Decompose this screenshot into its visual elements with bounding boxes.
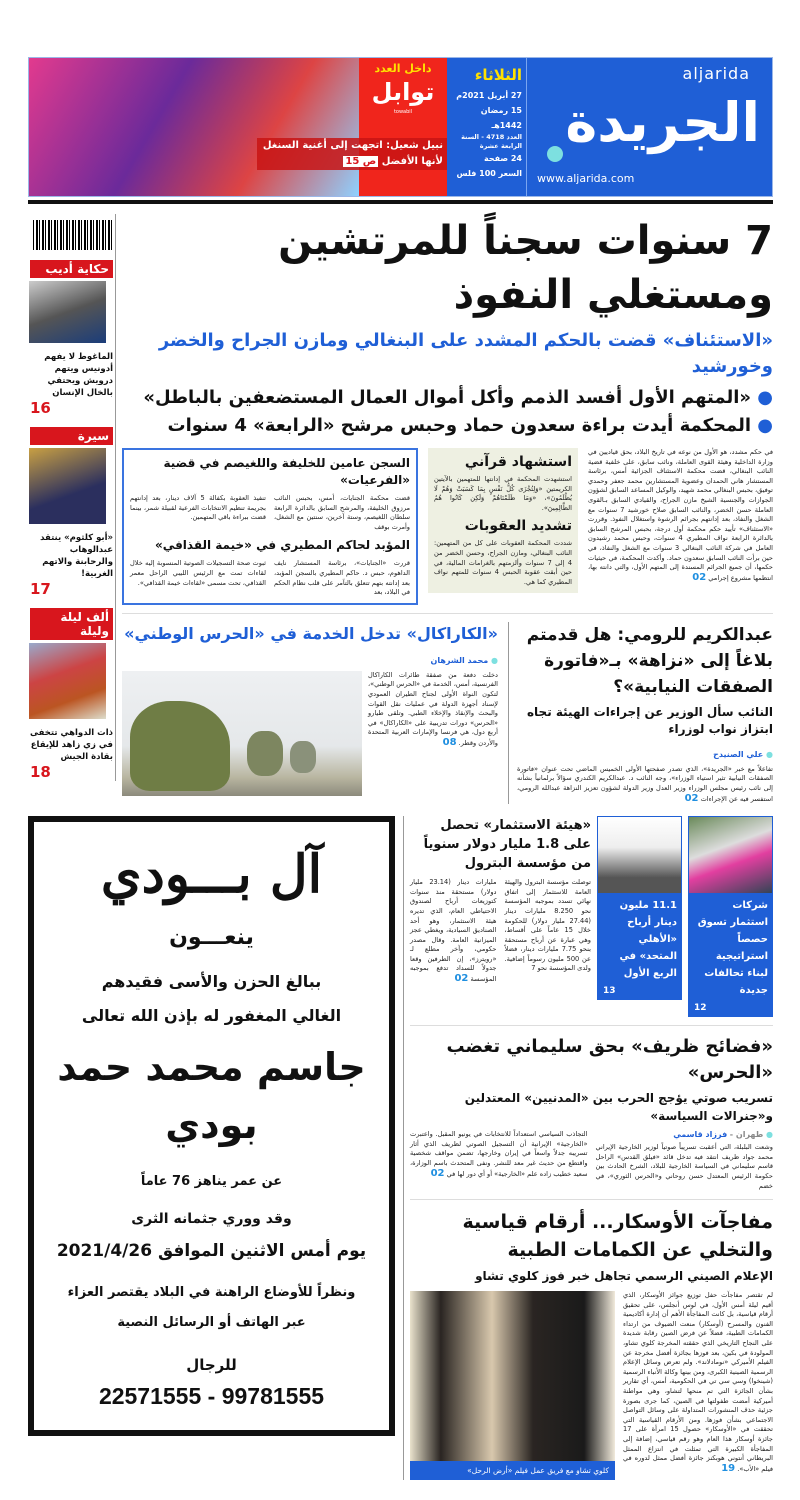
masthead-brand	[527, 58, 772, 196]
penalties-body: شددت المحكمة العقوبات على كل من المتهمين: النائب البنغالي، ومازن الجراح، وحسن الخضر من 4 إلى 7 سنوات وألزمتهم بالغرامات المالية، في حين أبقت عقوبة الحبس 4 سنوات للمتهم نواف المطيري كما هي.	[434, 539, 573, 586]
row-divider	[122, 613, 773, 614]
court-box	[122, 448, 418, 605]
court-story-1-title[interactable]: السجن عامين للخليفة واللغيصم في قضية «الفرعيات»	[163, 456, 410, 487]
date-gregorian: 27 أبريل 2021م	[456, 91, 522, 100]
romi-subtitle: النائب سأل الوزير عن إجراءات الهيئة تجاه ابتزاز نواب لوزراء	[526, 704, 773, 736]
feature-photo	[29, 643, 106, 719]
court-story-1-body-b: تنفيذ العقوبة بكفالة 5 آلاف دينار، بعد إدانتهم بجريمة تنظيم الانتخابات الفرعية لقبيلة شمر، بينما قضت ببراءة باقي المتهمين.	[130, 494, 266, 522]
logo-en: aljarida	[682, 64, 750, 83]
day: الثلاثاء	[474, 66, 522, 84]
romi-author	[517, 742, 773, 761]
feature-tag: ألف ليلة وليلة	[30, 608, 113, 640]
obituary-verb: ينعـــون	[169, 925, 254, 951]
kia-page[interactable]: 02	[454, 973, 469, 985]
obituary-line2: الغالي المغفور له بإذن الله تعالى	[81, 1006, 342, 1026]
promo-text[interactable]	[257, 138, 447, 170]
main-headline[interactable]: 7 سنوات سجناً للمرتشين ومستغلي النفوذ	[278, 218, 773, 318]
obituary-burial: وقد ووري جثمانه الثرى	[131, 1211, 292, 1228]
court-story-2-body-b: ثبوت صحة التسجيلات الصوتية المنسوبة إليه خلال لقاءات تمت مع الرئيس الليبي الراحل معمر القذافي، تحت مسمى «لقاءات خيمة القذافي».	[130, 559, 266, 587]
obituary-men: للرجال	[186, 1356, 237, 1375]
page-ref[interactable]: 02	[692, 571, 707, 583]
masthead-rule	[28, 200, 773, 204]
obituary-note1: ونظراً للأوضاع الراهنة في البلاد يقتصر العزاء	[67, 1285, 356, 1301]
feature-photo	[29, 448, 106, 524]
bullet-icon: ●	[751, 387, 773, 408]
date-panel	[447, 58, 527, 196]
row-divider	[410, 1025, 773, 1026]
kia-title[interactable]: «هيئة الاستثمار» تحصل على 1.8 مليار دولار سنوياً من مؤسسة البترول	[423, 818, 591, 872]
helicopter-shape	[247, 731, 283, 776]
teaser-photo	[598, 817, 681, 893]
main-section	[122, 214, 773, 804]
zarif-author	[596, 1130, 774, 1139]
quran-title: استشهاد قرآني	[464, 454, 572, 470]
caracal-author	[122, 648, 498, 667]
court-story-2-body-a: قررت «الجنايات»، برئاسة المستشار نايف الداهوم، حبس د. حاكم المطيري بالسجن المؤبد، بعد إدانته بتهم تتعلق بالتآمر على قلب نظام الحكم في البلاد، بعد	[274, 559, 410, 597]
oscar-caption: كلوي تشاو مع فريق عمل فيلم «أرض الرحل»	[410, 1461, 615, 1480]
row-divider	[410, 1199, 773, 1200]
pages: 24 صفحة	[483, 154, 522, 163]
sidebar-feature-2[interactable]	[30, 427, 113, 598]
romi-body	[517, 765, 773, 804]
caracal-article	[122, 622, 498, 796]
bullet-text: «المتهم الأول أفسد الذمم وأكل أموال العمال المستضعفين بالباطل»	[143, 387, 752, 408]
obituary-ad	[28, 816, 395, 1436]
promo-box[interactable]	[29, 58, 447, 196]
author-name: ● علي الصنيدح	[713, 750, 773, 759]
feature-page: 17	[30, 580, 51, 598]
issue: العدد 4718 - السنة الرابعة عشرة	[461, 133, 522, 150]
teaser-title: شركات استثمار تسوق حصصاً استراتيجية لبناء تحالفات جديدة	[697, 900, 768, 997]
zarif-body-b-wrap	[410, 1130, 588, 1179]
promo-headline: نبيل شعيل: اتجهت إلى أغنية السنغل لأنها الأفضل	[262, 140, 443, 167]
masthead	[28, 57, 773, 197]
barcode	[33, 220, 113, 250]
quran-box	[428, 448, 578, 593]
caracal-text: دخلت دفعة من صفقة طائرات الكاراكال الفرنسية، أمس، الخدمة في «الحرس الوطني»، لتكون النواة الأولى لجناح الطيران العمودي لإسناد أجهزة الدولة في عمليات نقل القوات والبحث والإنقاذ والإخلاء الطبي. وتلقى طيارو «الحرس» دورات تدريبية على «الكاراكال» في أربع دول، هي فرنسا والإمارات العربية المتحدة والأردن وقطر.	[368, 670, 498, 747]
court-story-1-body-a: قضت محكمة الجنايات، أمس، بحبس النائب مرزوق الخليفة، والمرشح السابق بالدائرة الرابعة سلطان اللغيصم، وستة آخرين، سنتين مع الشغل، وأمرت بوقف	[274, 494, 410, 531]
author-name: فرزاد قاسمي	[673, 1130, 728, 1140]
zarif-body-a: وشعت البلبلة، التي أعقبت تسريباً صوتياً لوزير الخارجية الإيراني محمد جواد ظريف انتقد فيه تدخل قائد «فيلق القدس» الراحل قاسم سليماني في السياسة الخارجية للبلاد، الشرخ الحادث بين حكومة الرئيس المعتدل حسن روحاني و«الحرس الثوري»، في خضم	[595, 1143, 773, 1190]
penalties-title: تشديد العقوبات	[464, 518, 572, 535]
caracal-body	[368, 671, 498, 749]
obituary-phones: 22571555 - 99781555	[98, 1383, 325, 1410]
zarif-subtitle: تسريب صوتي يؤجج الحرب بين «المدنيين» المعتدلين و«جنرالات السياسة»	[464, 1091, 773, 1124]
zarif-title[interactable]: «فضائح ظريف» بحق سليماني تغضب «الحرس»	[446, 1036, 773, 1084]
author-place: ● طهران -	[730, 1130, 773, 1139]
website: www.aljarida.com	[537, 172, 635, 185]
kia-body-a: توصلت مؤسسة البترول والهيئة العامة للاستثمار إلى اتفاق نهائي تسدد بموجبه المؤسسة نحو 8.250 مليارات دينار (27.44 مليار دولار) للحكومة خلال 15 عاماً على أقساط، وهي عبارة عن أرباح مستحقة بنحو 7.75 مليارات دينار، فضلاً عن 500 مليون رسوماً إضافية. ولدى المؤسسة نحو 7	[504, 878, 591, 973]
main-article-body	[588, 448, 773, 583]
oscar-photo	[410, 1291, 615, 1461]
page-bottom-spacer	[0, 1480, 800, 1500]
promo-photo	[29, 58, 359, 196]
feature-photo	[29, 281, 106, 343]
helicopter-photo	[122, 671, 362, 796]
obituary-line1: ببالغ الحزن والأسى فقيدهم	[101, 972, 322, 992]
promo-red-panel	[359, 58, 447, 196]
oscar-page[interactable]: 19	[721, 1462, 736, 1474]
date-hijri: 15 رمضان 1442هـ	[480, 106, 522, 130]
romi-page[interactable]: 02	[684, 792, 699, 804]
obituary-name: جاسم محمد حمد بودي	[57, 1045, 366, 1148]
feature-caption: الماغوط لا يفهم أدونيس ويتهم درويش ويحتفي بالخال الإنسان	[44, 352, 113, 398]
teaser-alahli[interactable]	[597, 816, 682, 1000]
author-name: ● محمد الشرهان	[431, 656, 499, 665]
teaser-page: 12	[694, 1003, 707, 1014]
obituary-note2: عبر الهاتف أو الرسائل النصية	[117, 1315, 306, 1331]
kia-article	[410, 816, 591, 985]
main-article-text: في حكم مشدد، هو الأول من نوعه في تاريخ البلاد، بحق قياديين في وزارة الداخلية وهيئة القوى العاملة، ونائب سابق، على خلفية قضية النائب البنغالي، قضت محكمة الاستئناف الجزائية أمس، برئاسة المستشار هاني الحمدان وعضوية المستشارين محمد جعفر وحمدي توفيق، بحبس البنغالي محمد شهيد، والوكيل المساعد السابق لشؤون الجوازات والجنسية الشيخ مازن الجراح، والقيادي السابق بـالقوى العاملة حسن الخضر، والنائب السابق صلاح خورشيد 7 سنوات مع الشغل والنفاذ، بعد إدانتهم بجرائم الرشوة واستغلال النفوذ. وقررت «الاستئناف» تأييد حكم محكمة أول درجة، بحبس المرشح السابق بالدائرة الرابعة نواف المطيري 4 سنوات، وحبس محمد رشيدون العامل في شركة النائب البنغالي 3 سنوات مع الشغل والنفاذ، في حين برأت النائب السابق سعدون حماد. وأكدت المحكمة، في حيثيات حكمها، أن جميع الجرائم المسندة إلى المتهم الأول، والتي دانته بها، انتظمها مشروع إجرامي	[588, 448, 773, 582]
court-story-2-title[interactable]: المؤبد لحاكم المطيري في «خيمة القذافي»	[155, 538, 410, 553]
romi-title[interactable]: عبدالكريم للرومي: هل قدمتم بلاغاً إلى «نزاهة» بـ«فاتورة الصفقات النيابية»؟	[526, 624, 773, 697]
romi-text: تفاعلاً مع خبر «الجريدة»، الذي تصدر صفحتها الأولى الخميس الماضي تحت عنوان «فاتورة الصفقات النيابية تثير استياء الوزراء»، وجه النائب د. عبدالكريم الكندري سؤالاً برلمانياً بشأنه إلى نائب رئيس مجلس الوزراء وزير العدل وزير الدولة لشؤون تعزيز النزاهة عبدالله الرومي، استفسر فيه عن الإجراءات	[517, 764, 773, 803]
bullet-icon: ●	[751, 415, 773, 436]
main-subhead: «الاستئناف» قضت بالحكم المشدد على البنغالي ومازن الجراح والخضر وخورشيد	[158, 330, 773, 377]
caracal-page[interactable]: 08	[442, 736, 457, 748]
zarif-body-b: التجاذب السياسي استعداداً للانتخابات في يونيو المقبل. واعتبرت «الخارجية» الإيرانية أن التسجيل الصوتي لظريف الذي أثار تسريبه جدلاً واسعاً في إيران وخارجها، تضمن مواقف شخصية واقتطع من حديث غير معد للنشر. ونفى المتحدث باسم الوزارة، سعيد خطيب زاده علم «الخارجية» أو أي دور لها في	[410, 1130, 588, 1178]
price: السعر 100 فلس	[456, 169, 522, 178]
kia-body-b-wrap	[410, 878, 497, 985]
promo-page: ص 15	[345, 156, 377, 167]
feature-caption: ذات الدواهي تتخفى في زي زاهد للإيقاع بقادة الجيش	[30, 728, 113, 762]
feature-page: 16	[30, 399, 51, 417]
teaser-page: 13	[603, 986, 616, 997]
bullet-item	[122, 412, 773, 440]
sidebar	[30, 214, 116, 781]
obituary-family: آل بـــودي	[100, 844, 323, 906]
obituary-date: يوم أمس الاثنين الموافق 2021/4/26	[56, 1241, 367, 1262]
feature-tag: حكاية أديب	[30, 260, 113, 278]
inside-label: داخل العدد	[374, 62, 432, 75]
oscar-title[interactable]: مفاجآت الأوسكار... أرقام قياسية والتخلي عن الكمامات الطبية	[462, 1211, 773, 1262]
feature-caption: «أبو كلثوم» ينتقد عبدالوهاب والرحابنة والاتهم الغربية!	[40, 533, 113, 579]
bullet-item	[122, 384, 773, 412]
caracal-title[interactable]: «الكاراكال» تدخل الخدمة في «الحرس الوطني»	[124, 623, 498, 643]
teaser-investment[interactable]	[688, 816, 773, 1017]
main-bullets	[122, 384, 773, 440]
supplement-en: towabil	[393, 109, 413, 115]
logo: الجريدة	[565, 91, 760, 154]
sidebar-feature-3[interactable]	[30, 608, 113, 781]
helicopter-shape	[130, 701, 230, 791]
zarif-page[interactable]: 02	[430, 1167, 445, 1179]
teaser-photo	[689, 817, 772, 893]
feature-tag: سيرة	[30, 427, 113, 445]
helicopter-shape	[290, 741, 316, 773]
oscar-text: لم تقتصر مفاجآت حفل توزيع جوائز الأوسكار، الذي أقيم ليلة أمس الأول، في لوس أنجلس، على تحقيق أرقام قياسية، بل كانت المفاجأة الأهم أن إدارة أكاديمية الفنون والمسرح (أوسكار) منعت الضيوف من ارتداء الكمامات الطبية، فضلاً عن فرض الصين رقابة شديدة على النجاح التاريخي الذي حققته المخرجة كلوي تشاو، المولودة في بكين، بعد فوزها بجائزة أفضل مخرجة عن الفيلم الأميركي «نومادلاند». ولم تعرض وسائل الإعلام الرسمية الصينية الكبرى، ومن بينها وكالة الأنباء الرسمية (شينخوا) وسي سي تي في الحكومية، أمس، أي تقارير بشأن الجائزة التي تم منحها لتشاو، وهي مواطنة أميركية أمضت طفولتها في الصين، كما جرى بصورة جزئية حذف المنشورات المتداولة على وسائل التواصل الاجتماعي بشأن فوزها. ومن الأرقام القياسية التي تحققت في «الأوسكار» حصول 15 امرأة على 17 جائزة أوسكار هذا العام وهو رقم قياسي، إضافة إلى المفاجأة الكبيرة التي تمثلت في انتزاع الممثل البريطاني أنتوني هوبكنز جائزة أفضل ممثل لدوره في فيلم «الأب».	[623, 1291, 773, 1473]
oscar-subtitle: الإعلام الصيني الرسمي تجاهل خبر فوز كلوي تشاو	[475, 1269, 773, 1284]
oscar-figure	[410, 1291, 615, 1480]
romi-article	[508, 622, 773, 804]
bullet-text: المحكمة أيدت براءة سعدون حماد وحبس مرشح «الرابعة» 4 سنوات	[167, 415, 752, 436]
right-column	[403, 816, 773, 1480]
quran-body: استشهدت المحكمة في إدانتها للمتهمين بالآيتين الكريمتين «وَلِتُجْزَى كُلُّ نَفْسٍ بِمَا كَسَبَتْ وَهُمْ لَا يُظْلَمُونَ»، «وَمَا ظَلَمْنَاهُمْ وَلَكِن كَانُوا هُمُ الظَّالِمِينَ».	[434, 475, 572, 512]
teaser-title: 11.1 مليون دينار أرباح «الأهلي المتحد» في الربع الأول	[619, 900, 677, 980]
zarif-col-a	[596, 1130, 774, 1191]
kia-body-b: مليارات دينار (23.14 مليار دولار) مستحقة منذ سنوات كتوزيعات أرباح لصندوق الاحتياطي العام، الذي تديره هيئة الاستثمار، وهو أحد الصناديق السيادية، ويغطي عجز الميزانية العامة. وقال مصدر حكومي، وآخر مطلع لـ «رويترز»، إن الطرفين وقعا جدولاً للسداد تدفع بموجبه المؤسسة	[410, 878, 497, 984]
feature-page: 18	[30, 763, 51, 781]
sidebar-feature-1[interactable]	[30, 260, 113, 417]
obituary-age: عن عمر يناهز 76 عاماً	[140, 1174, 283, 1190]
logo-dot	[547, 146, 563, 162]
supplement-logo: توابل	[371, 78, 435, 106]
oscar-body	[623, 1291, 773, 1474]
